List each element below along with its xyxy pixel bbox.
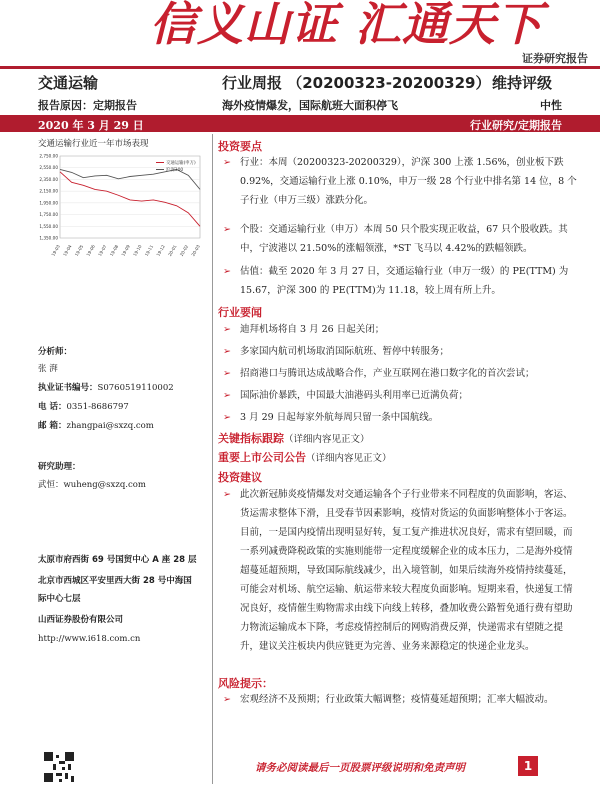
bullet-icon: ➢: [223, 368, 231, 379]
tel-label: 电 话：: [38, 402, 67, 412]
top-divider: [0, 66, 600, 69]
investment-industry: 行业：本周（20200323-20200329），沪深 300 上涨 1.56%，创业板下跌 0.92%，交通运输行业上涨 0.10%，申万一级 28 个行业中排名第 14 位，8 个子行业（申万三级）涨跌分化。: [240, 157, 577, 206]
chart-x-tick-label: 20-02: [178, 244, 190, 258]
address-beijing: 北京市西城区平安里西大街 28 号中海国: [38, 576, 192, 586]
risk-text: 宏观经济不及预期；行业政策大幅调整；疫情蔓延超预期；汇率大幅波动。: [240, 694, 554, 705]
tracking-title: 关键指标跟踪: [218, 432, 284, 445]
investment-stocks: 个股：交通运输行业（申万）本周 50 只个股实现正收益，67 只个股收跌。其中，宁波港以 21.50%的涨幅领涨，*ST 飞马以 4.42%的跌幅领跌。: [240, 224, 568, 254]
chart-x-tick-label: 19-07: [97, 244, 108, 258]
address-beijing-cont: 际中心七层: [38, 594, 81, 604]
announce-title: 重要上市公司公告: [218, 451, 306, 464]
investment-valuation: 估值：截至 2020 年 3 月 27 日，交通运输行业（申万一级）的 PE(TTM) 为 15.67，沪深 300 的 PE(TTM)为 11.18，较上周有所上升。: [240, 266, 569, 296]
chart-y-tick-label: 2,150.00: [39, 188, 58, 194]
rating-label: 维持评级: [492, 74, 553, 92]
report-subtitle: 海外疫情爆发，国际航班大面积停飞: [222, 99, 398, 112]
qr-code-icon: [44, 752, 74, 782]
report-reason: 报告原因：定期报告: [38, 99, 137, 112]
bullet-icon: ➢: [223, 390, 231, 401]
tracking-note: （详细内容见正文）: [284, 434, 370, 445]
industry-name: 交通运输: [38, 74, 99, 92]
chart-x-tick-label: 19-09: [120, 244, 131, 258]
analyst-email-link[interactable]: zhangpai@sxzq.com: [66, 421, 154, 431]
bullet-icon: ➢: [223, 157, 231, 168]
chart-y-tick-label: 1,750.00: [39, 212, 58, 218]
report-date: 2020 年 3 月 29 日: [38, 119, 144, 132]
chart-legend-label: 交通运输(申万): [166, 161, 196, 166]
bullet-icon: ➢: [223, 266, 231, 277]
chart-title: 交通运输行业近一年市场表现: [38, 139, 149, 149]
assistant-title: 研究助理：: [38, 462, 81, 472]
chart-x-tick-label: 19-11: [143, 244, 155, 258]
chart-x-tick-label: 19-08: [108, 244, 120, 258]
company-name: 山西证券股份有限公司: [38, 615, 124, 625]
advice-title: 投资建议: [218, 471, 262, 484]
bullet-icon: ➢: [223, 324, 231, 335]
page-number: 1: [518, 756, 538, 776]
bullet-icon: ➢: [223, 694, 231, 705]
cert-value: S0760519110002: [97, 383, 174, 393]
chart-x-tick-label: 19-04: [62, 244, 73, 258]
chart-y-tick-label: 2,550.00: [39, 165, 58, 171]
report-title: 行业周报 （20200323-20200329）: [222, 74, 491, 92]
bullet-icon: ➢: [223, 224, 231, 235]
bullet-icon: ➢: [223, 346, 231, 357]
news-item: 多家国内航司机场取消国际航班、暂停中转服务；: [240, 346, 450, 357]
chart-y-tick-label: 2,350.00: [39, 176, 58, 182]
tel-value: 0351-8686797: [66, 402, 129, 412]
date-bar: [0, 115, 600, 132]
news-item: 招商港口与腾讯达成战略合作，产业互联网在港口数字化的首次尝试；: [240, 368, 535, 379]
announce-note: （详细内容见正文）: [306, 453, 392, 464]
chart-x-tick-label: 19-12: [155, 244, 166, 258]
assistant-label: 武恒：: [38, 480, 64, 490]
investment-title: 投资要点: [218, 140, 262, 153]
news-title: 行业要闻: [218, 306, 262, 319]
report-category: 行业研究/定期报告: [469, 119, 562, 132]
bullet-icon: ➢: [223, 489, 231, 500]
report-type-label: 证券研究报告: [522, 52, 588, 65]
analyst-name: 张 湃: [38, 364, 58, 374]
analyst-title: 分析师：: [38, 347, 73, 357]
chart-x-tick-label: 19-05: [73, 244, 85, 258]
news-item: 国际油价暴跌，中国最大油港码头利用率已近满负荷；: [240, 390, 469, 401]
chart-y-tick-label: 2,750.00: [39, 153, 58, 159]
market-chart: [30, 150, 208, 265]
disclaimer-notice: 请务必阅读最后一页股票评级说明和免责声明: [255, 762, 465, 774]
chart-x-tick-label: 19-06: [85, 244, 96, 258]
chart-x-tick-label: 20-01: [167, 244, 178, 258]
news-item: 迪拜机场将自 3 月 26 日起关闭；: [240, 324, 385, 335]
brand-slogan: 信义山证 汇通天下: [150, 0, 544, 51]
chart-y-tick-label: 1,550.00: [39, 223, 58, 229]
chart-x-tick-label: 20-03: [190, 244, 201, 258]
chart-series-line: [60, 172, 200, 226]
chart-x-tick-label: 19-03: [50, 244, 61, 258]
website-link[interactable]: http://www.i618.com.cn: [38, 634, 141, 644]
bullet-icon: ➢: [223, 412, 231, 423]
cert-label: 执业证书编号：: [38, 383, 98, 393]
chart-x-tick-label: 19-10: [132, 244, 143, 258]
chart-y-tick-label: 1,350.00: [39, 235, 58, 241]
chart-y-tick-label: 1,950.00: [39, 200, 58, 206]
risk-title: 风险提示：: [218, 677, 273, 690]
news-item: 3 月 29 日起每家外航每周只留一条中国航线。: [240, 412, 439, 423]
assistant-email-link[interactable]: wuheng@sxzq.com: [63, 480, 146, 490]
rating-value: 中性: [540, 99, 562, 112]
chart-legend-label: 沪深300: [166, 168, 184, 173]
mail-label: 邮 箱：: [38, 421, 67, 431]
address-taiyuan: 太原市府西街 69 号国贸中心 A 座 28 层: [38, 555, 197, 565]
column-divider: [212, 134, 213, 784]
advice-text: 此次新冠肺炎疫情爆发对交通运输各个子行业带来不同程度的负面影响，客运、货运需求整体下滑，且受春节因素影响，疫情对货运的负面影响整体小于客运。目前，一是国内疫情出现明显好转，复工复产推进状况良好，需求有望回暖，而一系列减费降税政策的实施则能带一定程度缓解企业的成本压力，二是海外疫情超蔓延超预期，导致国际航线减少，出入境管制，如果后续海外疫情持续蔓延，可能会对机场、航空运输、航运带来较大程度负面影响。短期来看，快递复工情况良好，疫情催生购物需求由线下向线上转移，叠加收费公路暂免通行费有望助力物流运输成本下降，考虑疫情控制后的网购消费反弹，快递需求有望随之提升，建议关注板块内供应链更为完善、业务来源稳定的快递企业龙头。: [240, 489, 573, 652]
